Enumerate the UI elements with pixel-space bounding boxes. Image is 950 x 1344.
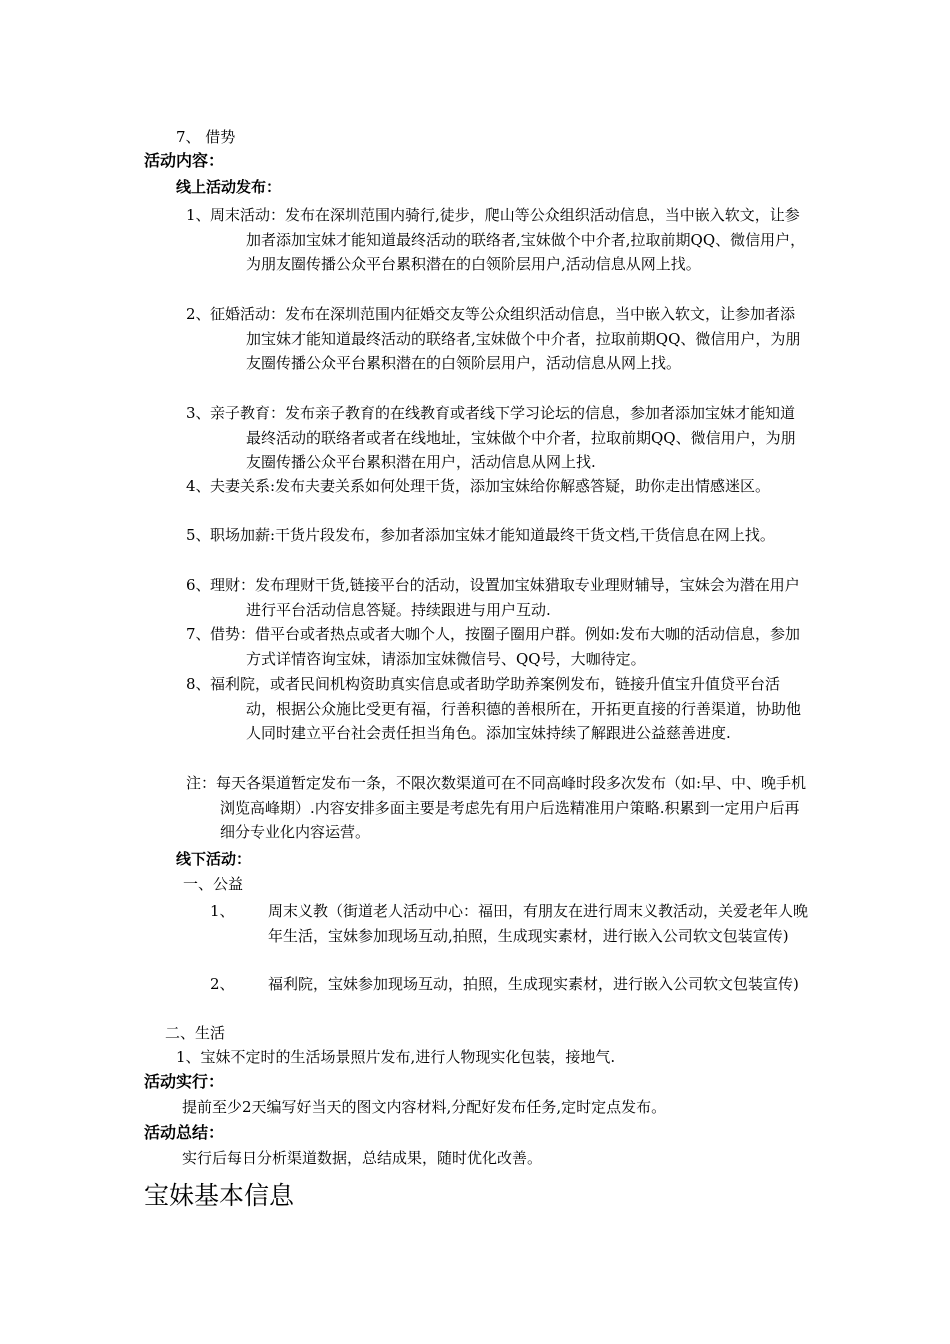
list-item-text: 理财：发布理财干货,链接平台的活动，设置加宝妹猎取专业理财辅导，宝妹会为潜在用户进行平台活动信息答疑。持续跟进与用户互动. xyxy=(210,576,800,619)
offline-activity-title: 线下活动： xyxy=(176,850,252,868)
execution-text: 提前至少2天编写好当天的图文内容材料,分配好发布任务,定时定点发布。 xyxy=(182,1098,667,1116)
list-item-text: 职场加薪:干货片段发布，参加者添加宝妹才能知道最终干货文档,干货信息在网上找。 xyxy=(210,526,775,544)
life-title: 二、生活 xyxy=(165,1024,226,1042)
list-item-number: 2、 xyxy=(210,975,235,993)
online-list-item xyxy=(186,203,808,301)
summary-text: 实行后每日分析渠道数据，总结成果，随时优化改善。 xyxy=(182,1149,543,1167)
public-welfare-title: 一、公益 xyxy=(183,875,244,893)
list-item-text: 周末活动：发布在深圳范围内骑行,徒步，爬山等公众组织活动信息，当中嵌入软文，让参加者添加宝妹才能知道最终活动的联络者,宝妹做个中介者,拉取前期QQ、微信用户，为朋友圈传播公众平台累积潜在的白领阶层用户,活动信息从网上找。 xyxy=(210,206,806,273)
list-item-number: 5、 xyxy=(186,526,211,544)
online-list-item xyxy=(186,401,808,475)
list-item-number: 7、 xyxy=(186,625,211,643)
online-list-item xyxy=(186,573,808,622)
page-title-basic-info: 宝妹基本信息 xyxy=(144,1181,295,1210)
list-item-text: 福利院，或者民间机构资助真实信息或者助学助养案例发布，链接升值宝升值贷平台活动，根据公众施比受更有福，行善积德的善根所在，开拓更直接的行善渠道，协助他人同时建立平台社会责任担当角色。添加宝妹持续了解跟进公益慈善进度. xyxy=(210,675,802,742)
list-item-number: 6、 xyxy=(186,576,211,594)
list-item-number: 3、 xyxy=(186,404,211,422)
online-activity-title: 线上活动发布： xyxy=(176,178,282,196)
list-item-number: 1、 xyxy=(186,206,211,224)
online-list-item xyxy=(186,622,808,671)
list-item-text: 福利院，宝妹参加现场互动，拍照，生成现实素材，进行嵌入公司软文包装宣传) xyxy=(268,975,799,993)
list-item-number: 8、 xyxy=(186,675,211,693)
list-item-number: 1、 xyxy=(210,902,235,920)
list-item-text: 借势：借平台或者热点或者大咖个人，按圈子圈用户群。例如:发布大咖的活动信息，参加方式详情咨询宝妹，请添加宝妹微信号、QQ号，大咖待定。 xyxy=(210,625,801,668)
online-list-item xyxy=(186,672,808,770)
section-heading-execution: 活动实行： xyxy=(144,1072,225,1091)
section-heading-activity-content: 活动内容： xyxy=(144,151,225,170)
online-list-item xyxy=(186,302,808,400)
online-list-item xyxy=(186,474,808,523)
list-item-number: 4、 xyxy=(186,477,211,495)
document-page: 7、 借势 活动内容： 线上活动发布： 1、 周末活动：发布在深圳范围内骑行,徒步，爬山等公众组织活动信息，当中嵌入软文，让参加者添加宝妹才能知道最终活动的联络者,宝妹做个中介者,拉取前期QQ、微信用户，为朋友圈传播公众平台累积潜在的白领阶层用户,活动信息从网上找。 2、 征婚活动：发布在深圳范围内征婚交友等公众组织活动信息，当中嵌入软文，让参加者添加宝妹才能知道最终活动的联络者,宝妹做个中介者，拉取前期QQ、微信用户，为朋友圈传播公众平台累积潜在的白领阶层用户，活动信息从网上找。 3、 亲子教育：发布亲子教育的在线教育或者线下学习论坛的信息，参加者添加宝妹才能知道最终活动的联络者或者在线地址，宝妹做个中介者，拉取前期QQ、微信用户，为朋友圈传播公众平台累积潜在用户，活动信息从网上找. 4、 夫妻关系:发布夫妻关系如何处理干货，添加宝妹给你解惑答疑，助你走出情感迷区。 5、 职场加薪:干货片段发布，参加者添加宝妹才能知道最终干货文档,干货信息在网上找。 6、 理财：发布理财干货,链接平台的活动，设置加宝妹猎取专业理财辅导，宝妹会为潜在用户进行平台活动信息答疑。持续跟进与用户互动. 7、 借势：借平台或者热点或者大咖个人，按圈子圈用户群。例如:发布大咖的活动信息，参加方式详情咨询宝妹，请添加宝妹微信号、QQ号，大咖待定。 8、 福利院，或者民间机构资助真实信息或者助学助养案例发布，链接升值宝升值贷平台活动，根据公众施比受更有福，行善积德的善根所在，开拓更直接的行善渠道，协助他人同时建立平台社会责任担当角色。添加宝妹持续了解跟进公益慈善进度. 注：每天各渠道暂定发布一条，不限次数渠道可在不同高峰时段多次发布（如:早、中、晚手机浏览高峰期）.内容安排多面主要是考虑先有用户后选精准用户策略.积累到一定用户后再细分专业化内容运营。 线下活动： 一、公益 1、 周末义教（街道老人活动中心：福田，有朋友在进行周末义教活动，关爱老年人晚年生活，宝妹参加现场互动,拍照，生成现实素材，进行嵌入公司软文包装宣传) 2、 福利院，宝妹参加现场互动，拍照，生成现实素材，进行嵌入公司软文包装宣传) 二、生活 1、宝妹不定时的生活场景照片发布,进行人物现实化包装，接地气. 活动实行： 提前至少2天编写好当天的图文内容材料,分配好发布任务,定时定点发布。 活动总结： 实行后每日分析渠道数据，总结成果，随时优化改善。 宝妹基本信息 xyxy=(144,128,809,1210)
list-item-text: 征婚活动：发布在深圳范围内征婚交友等公众组织活动信息，当中嵌入软文，让参加者添加宝妹才能知道最终活动的联络者,宝妹做个中介者，拉取前期QQ、微信用户，为朋友圈传播公众平台累积潜在的白领阶层用户，活动信息从网上找。 xyxy=(210,305,801,372)
list-item-text: 亲子教育：发布亲子教育的在线教育或者线下学习论坛的信息，参加者添加宝妹才能知道最终活动的联络者或者在线地址，宝妹做个中介者，拉取前期QQ、微信用户，为朋友圈传播公众平台累积潜在用户，活动信息从网上找. xyxy=(210,404,796,471)
life-item: 1、宝妹不定时的生活场景照片发布,进行人物现实化包装，接地气. xyxy=(176,1048,616,1066)
list-item-text: 夫妻关系:发布夫妻关系如何处理干货，添加宝妹给你解惑答疑，助你走出情感迷区。 xyxy=(210,477,771,495)
list-item-number: 2、 xyxy=(186,305,211,323)
online-list-item xyxy=(186,523,808,572)
section-heading-summary: 活动总结： xyxy=(144,1123,225,1142)
list-item-top: 7、 借势 xyxy=(176,128,236,146)
list-item-text: 周末义教（街道老人活动中心：福田，有朋友在进行周末义教活动，关爱老年人晚年生活，宝妹参加现场互动,拍照，生成现实素材，进行嵌入公司软文包装宣传) xyxy=(268,902,809,945)
